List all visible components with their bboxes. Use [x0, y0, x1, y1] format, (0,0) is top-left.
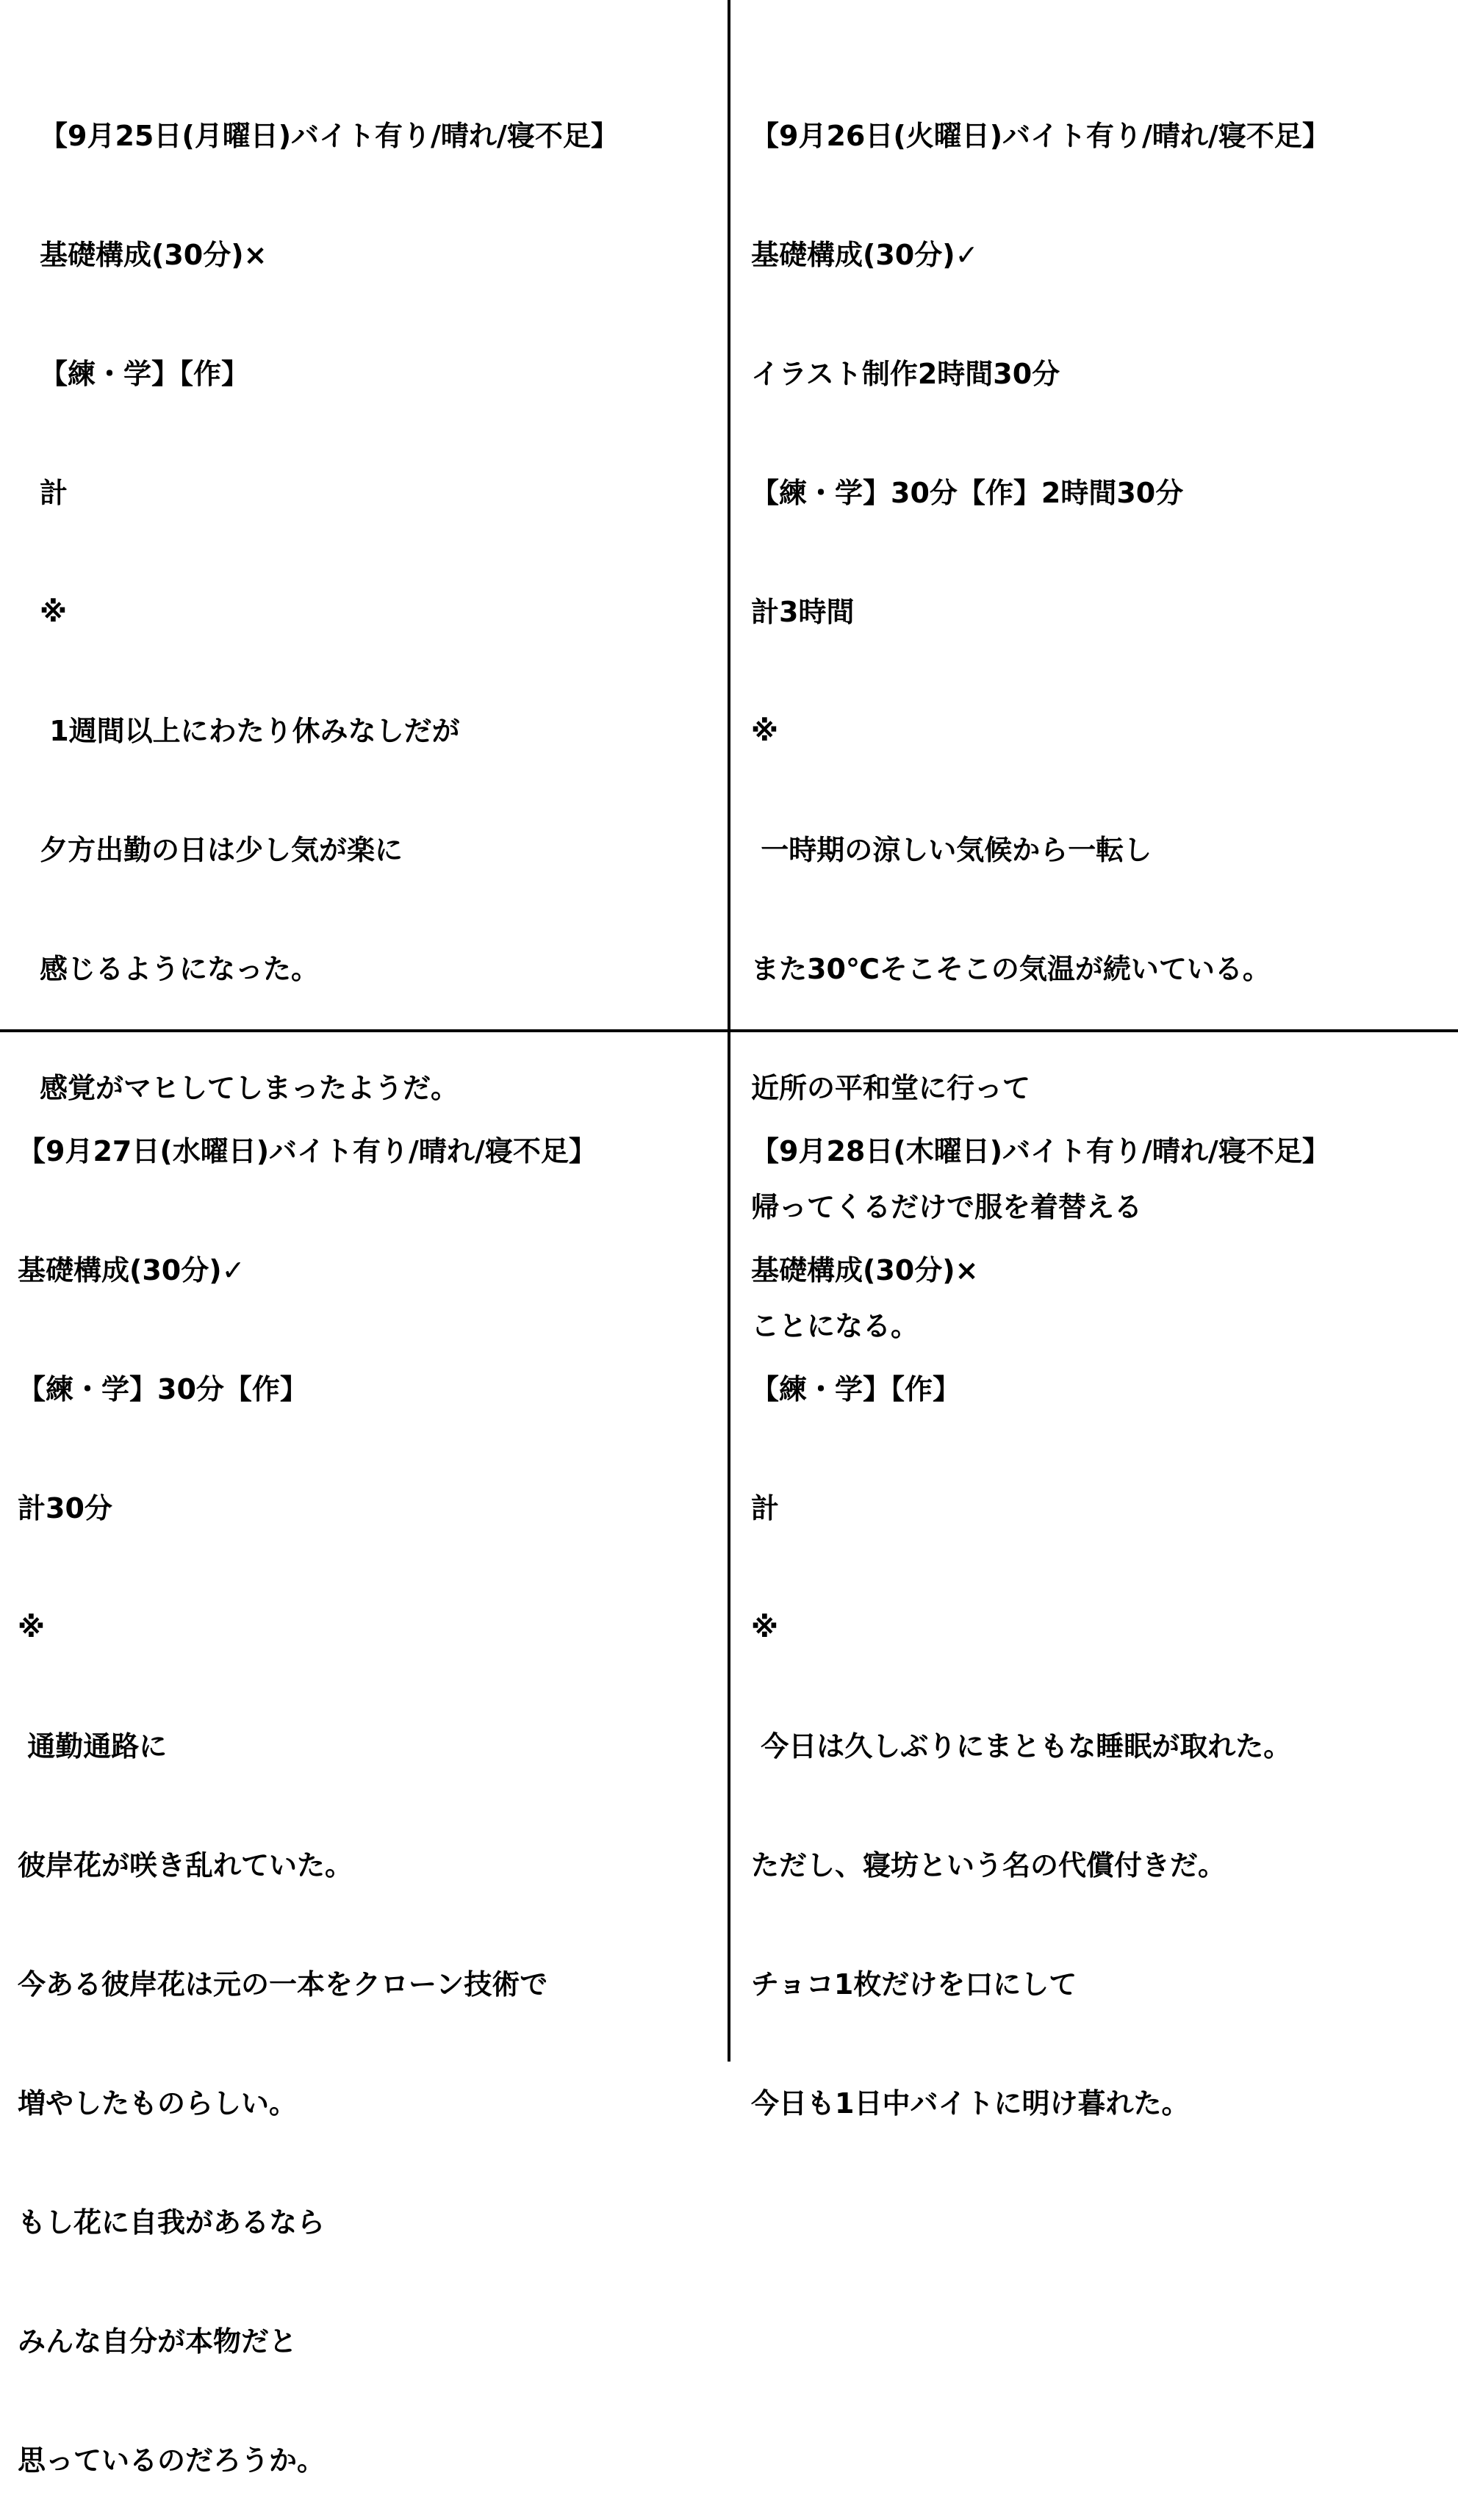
entry-header: 【9月25日(月曜日)バイト有り/晴れ/寝不足】 — [40, 120, 619, 152]
practice-study-work: 【練・学】30分【作】 — [18, 1373, 308, 1405]
entry-header: 【9月28日(木曜日)バイト有り/晴れ/寝不足】 — [751, 1135, 1330, 1167]
body-line: 思っているのだろうか。 — [18, 2444, 326, 2477]
note-mark: ※ — [751, 715, 778, 747]
body-line: 彼岸花が咲き乱れていた。 — [18, 1849, 353, 1882]
body-line: 感じるようになった。 — [40, 953, 320, 985]
entry-header: 【9月27日(水曜日)バイト有り/晴れ/寝不足】 — [18, 1135, 597, 1167]
note-mark: ※ — [751, 1611, 778, 1644]
basic-composition-status: 基礎構成(30分)✓ — [18, 1254, 245, 1286]
body-line: 一時期の涼しい気候から一転し — [751, 834, 1152, 866]
diary-entry-sep-25 — [40, 37, 619, 1148]
body-line: ただし、寝坊という名の代償付きだ。 — [751, 1849, 1227, 1882]
total-time: 計30分 — [18, 1492, 112, 1524]
note-mark: ※ — [18, 1611, 45, 1644]
basic-composition-status: 基礎構成(30分)× — [751, 1254, 979, 1286]
total-time: 計 — [751, 1492, 780, 1524]
basic-composition-status: 基礎構成(30分)✓ — [751, 239, 979, 271]
body-line: 今ある彼岸花は元の一本をクローン技術で — [18, 1968, 548, 2001]
body-line: みんな自分が本物だと — [18, 2325, 298, 2358]
practice-study-work: 【練・学】30分【作】2時間30分 — [751, 477, 1184, 509]
entry-header: 【9月26日(火曜日)バイト有り/晴れ/寝不足】 — [751, 120, 1330, 152]
body-line: チョコ1枚だけを口にして — [751, 1968, 1077, 2001]
note-mark: ※ — [40, 596, 67, 628]
body-line: 夕方出勤の日は少し気が楽に — [40, 834, 403, 866]
body-line: 通勤通路に — [18, 1730, 168, 1763]
body-line: 1週間以上にわたり休みなしだが — [40, 715, 460, 747]
basic-composition-status: 基礎構成(30分)× — [40, 239, 267, 271]
body-line: 今日も1日中バイトに明け暮れた。 — [751, 2087, 1190, 2120]
body-line: ことになる。 — [751, 1310, 919, 1342]
diary-entry-sep-27 — [18, 1052, 597, 2520]
total-time: 計 — [40, 477, 68, 509]
body-line: また30℃そこそこの気温が続いている。 — [751, 953, 1271, 985]
practice-study-work: 【練・学】【作】 — [751, 1373, 961, 1405]
body-line: 今日は久しぶりにまともな睡眠が取れた。 — [751, 1730, 1292, 1763]
practice-study-work: 【練・学】【作】 — [40, 358, 250, 390]
illustration-time: イラスト制作2時間30分 — [751, 358, 1060, 390]
body-line: 感覚がマヒしてしまったようだ。 — [40, 1072, 459, 1104]
diary-entry-sep-28 — [751, 1052, 1330, 2163]
body-line: 近所の平和堂に行って — [751, 1072, 1031, 1104]
body-line: 帰ってくるだけで服を着替える — [751, 1191, 1143, 1223]
body-line: もし花に自我があるなら — [18, 2206, 326, 2239]
total-time: 計3時間 — [751, 596, 855, 628]
body-line: 増やしたものらしい。 — [18, 2087, 298, 2120]
